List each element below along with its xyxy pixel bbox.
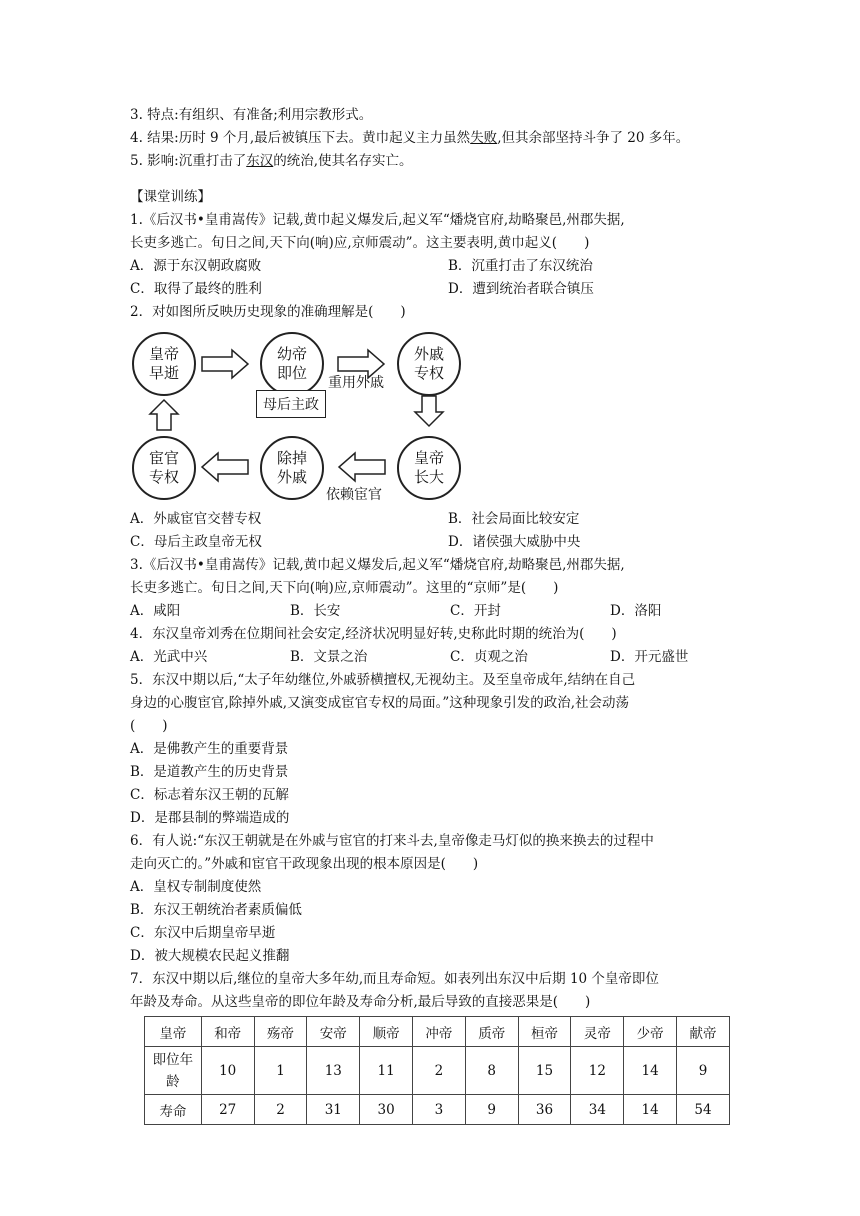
table-cell: 1 [254,1047,307,1095]
q1-option-a: A．源于东汉朝政腐败 [130,258,262,274]
q2-stem: 2．对如图所反映历史现象的准确理解是( ) [130,304,406,320]
q2-option-d: D．诸侯强大威胁中央 [448,534,581,550]
table-cell: 质帝 [465,1017,518,1047]
node-text: 幼帝 [276,345,307,363]
q3-option-a: A．咸阳 [130,603,181,619]
table-cell: 冲帝 [413,1017,466,1047]
intro-point-5-underlined: 东汉 [246,153,274,169]
q2-option-a: A．外戚宦官交替专权 [130,511,262,527]
q6-option-c: C．东汉中后期皇帝早逝 [130,925,276,941]
label-rely-on-consort: 重用外戚 [328,375,384,391]
q1-options-row2 [130,278,730,301]
arrow-up [150,400,178,430]
q4-stem: 4．东汉皇帝刘秀在位期间社会安定,经济状况明显好转,史称此时期的统治为( ) [130,626,617,642]
q3-option-b: B．长安 [290,603,341,619]
node-text: 宦官 [148,449,179,467]
intro-point-4-text-end: ,但其余部坚持斗争了 20 多年。 [497,130,690,146]
intro-point-4 [130,127,730,150]
q7-stem-line2: 年龄及寿命。从这些皇帝的即位年龄及寿命分析,最后导致的直接恶果是( ) [130,994,591,1010]
q2-options-row2 [130,531,730,554]
table-header-age-line2: 龄 [166,1073,180,1090]
intro-point-5-text-end: 的统治,使其名存实亡。 [273,153,413,169]
table-cell: 36 [518,1095,571,1125]
q2-options-row1 [130,508,730,531]
q6-option-b: B．东汉王朝统治者素质偏低 [130,902,302,918]
q1-option-c: C．取得了最终的胜利 [130,281,262,297]
q4-options [130,646,730,669]
q4-option-b: B．文景之治 [290,649,368,665]
table-cell: 11 [360,1047,413,1095]
q3-options [130,600,730,623]
table-cell: 10 [201,1047,254,1095]
table-cell: 13 [307,1047,360,1095]
q4-option-d: D．开元盛世 [610,649,689,665]
node-text: 皇帝 [413,449,444,467]
q2-option-b: B．社会局面比较安定 [448,511,580,527]
q3-stem-line1: 3.《后汉书•皇甫嵩传》记载,黄巾起义爆发后,起义军“燔烧官府,劫略聚邑,州郡失据, [130,557,625,573]
q5-stem-line2: 身边的心腹宦官,除掉外戚,又演变成宦官专权的局面。”这种现象引发的政治,社会动荡 [130,695,630,711]
q3-stem-line2: 长吏多逃亡。旬日之间,天下向(响)应,京师震动”。这里的“京师”是( ) [130,580,559,596]
table-row-lifespans [145,1095,730,1125]
table-cell: 9 [677,1047,730,1095]
table-cell: 14 [624,1047,677,1095]
table-cell: 2 [254,1095,307,1125]
arrow-left-2 [202,453,248,481]
q2-cycle-diagram [130,326,730,508]
intro-point-4-underlined: 失败 [470,130,498,146]
table-cell: 2 [413,1047,466,1095]
node-young-emperor [260,332,324,396]
q6-option-a: A．皇权专制制度使然 [130,879,262,895]
table-cell: 少帝 [624,1017,677,1047]
node-emperor-early-death [132,332,196,396]
table-cell: 54 [677,1095,730,1125]
arrow-down [415,396,443,426]
table-cell: 安帝 [307,1017,360,1047]
node-text: 专权 [413,364,444,382]
q5-option-c: C．标志着东汉王朝的瓦解 [130,787,289,803]
node-text: 长大 [413,468,444,486]
node-emperor-grows-up [397,436,461,500]
table-cell: 34 [571,1095,624,1125]
node-text: 专权 [148,468,179,486]
table-row-ages [145,1047,730,1095]
table-cell: 8 [465,1047,518,1095]
q2-option-c: C．母后主政皇帝无权 [130,534,262,550]
intro-point-5-text: 5. 影响:沉重打击了 [130,153,247,169]
intro-point-5 [130,150,730,173]
table-header-age-line1: 即位年 [152,1051,194,1068]
q6-option-d: D．被大规模农民起义推翻 [130,948,290,964]
table-cell: 9 [465,1095,518,1125]
q6-stem-line1: 6．有人说:“东汉王朝就是在外戚与宦官的打来斗去,皇帝像走马灯似的换来换去的过程中 [130,833,654,849]
table-cell: 14 [624,1095,677,1125]
table-header-age [145,1047,202,1095]
q1-option-b: B．沉重打击了东汉统治 [448,258,593,274]
intro-point-3: 3. 特点:有组织、有准备;利用宗教形式。 [130,107,373,123]
q1-option-d: D．遭到统治者联合镇压 [448,281,594,297]
node-text: 除掉 [276,449,307,467]
q4-option-a: A．光武中兴 [130,649,208,665]
q3-option-d: D．洛阳 [610,603,662,619]
node-text: 外戚 [413,345,444,363]
node-text: 皇帝 [148,345,179,363]
q6-stem-line2: 走向灭亡的。”外戚和宦官干政现象出现的根本原因是( ) [130,856,479,872]
q5-stem-line3: ( ) [130,718,168,734]
table-cell: 和帝 [201,1017,254,1047]
box-empress-regency: 母后主政 [256,390,326,418]
document-page [130,104,730,1125]
node-text: 早逝 [148,364,179,382]
table-cell: 31 [307,1095,360,1125]
section-title: 【课堂训练】 [130,189,211,205]
table-cell: 27 [201,1095,254,1125]
table-cell: 桓帝 [518,1017,571,1047]
table-cell: 30 [360,1095,413,1125]
table-cell: 顺帝 [360,1017,413,1047]
table-cell: 灵帝 [571,1017,624,1047]
table-row-emperors [145,1017,730,1047]
arrow-left-1 [339,453,385,481]
q5-option-b: B．是道教产生的历史背景 [130,764,289,780]
node-consort-clan-power [397,332,461,396]
q5-stem-line1: 5．东汉中期以后,“太子年幼继位,外戚骄横擅权,无视幼主。及至皇帝成年,结纳在自己 [130,672,636,688]
node-remove-consort-clan [260,436,324,500]
table-cell: 献帝 [677,1017,730,1047]
table-cell: 3 [413,1095,466,1125]
table-header-emperor: 皇帝 [145,1017,202,1047]
q4-option-c: C．贞观之治 [450,649,528,665]
label-rely-on-eunuchs: 依赖宦官 [326,487,382,503]
q3-option-c: C．开封 [450,603,501,619]
emperor-age-table [144,1016,730,1125]
table-cell: 15 [518,1047,571,1095]
node-text: 外戚 [276,468,307,486]
table-header-lifespan: 寿命 [145,1095,202,1125]
table-cell: 殇帝 [254,1017,307,1047]
q1-options-row1 [130,255,730,278]
arrow-right-1 [202,350,248,378]
q7-stem-line1: 7．东汉中期以后,继位的皇帝大多年幼,而且寿命短。如表列出东汉中后期 10 个皇帝即位 [130,971,659,987]
intro-point-4-text: 4. 结果:历时 9 个月,最后被镇压下去。黄巾起义主力虽然 [130,130,471,146]
node-eunuch-power [132,436,196,500]
q5-option-a: A．是佛教产生的重要背景 [130,741,289,757]
q1-stem-line2: 长吏多逃亡。旬日之间,天下向(响)应,京师震动”。这主要表明,黄巾起义( ) [130,235,590,251]
q1-stem-line1: 1.《后汉书•皇甫嵩传》记载,黄巾起义爆发后,起义军“燔烧官府,劫略聚邑,州郡失据, [130,212,625,228]
q5-option-d: D．是郡县制的弊端造成的 [130,810,290,826]
table-cell: 12 [571,1047,624,1095]
node-text: 即位 [276,364,307,382]
